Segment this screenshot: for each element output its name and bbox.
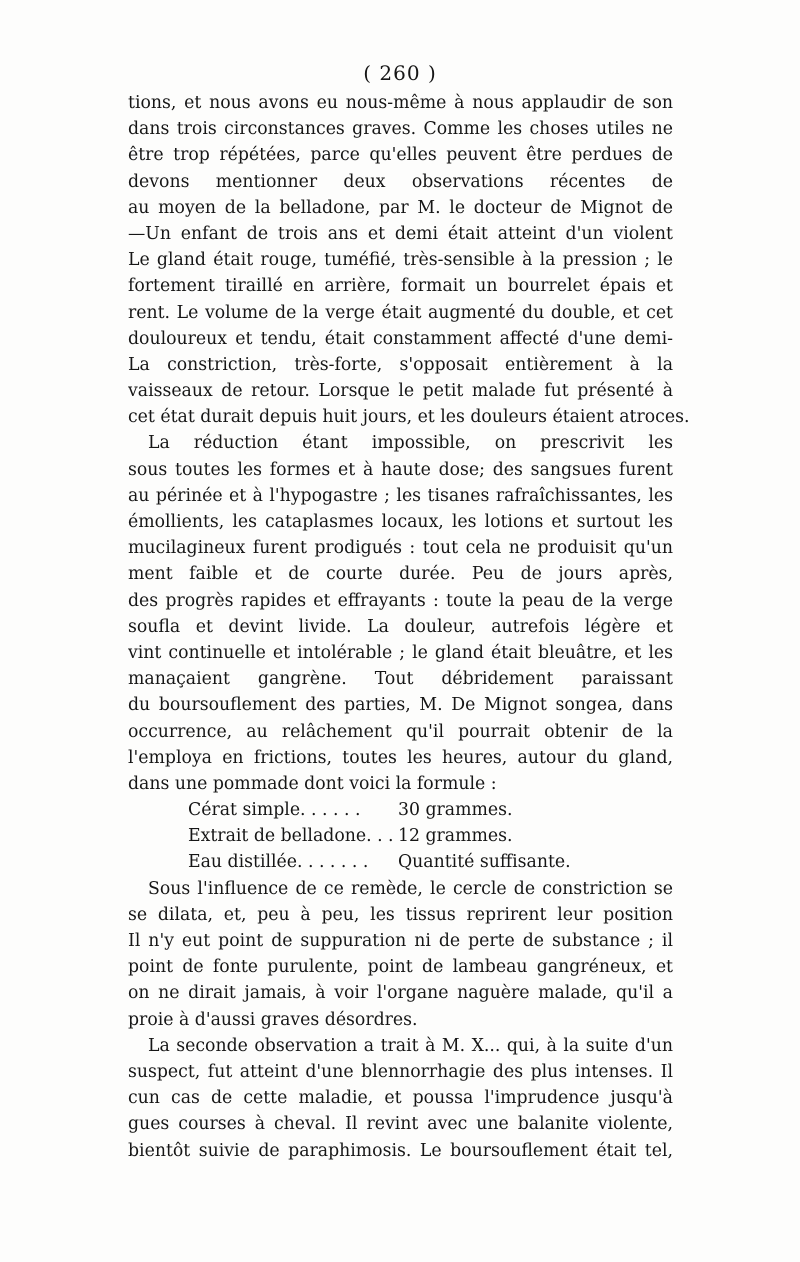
text-line: bientôt suivie de paraphimosis. Le boursouflement était tel,: [128, 1140, 673, 1161]
text-line: émollients, les cataplasmes locaux, les lotions et surtout les: [128, 512, 673, 532]
text-line: cun cas de cette maladie, et poussa l'imprudence jusqu'à: [128, 1088, 673, 1109]
text-line: mucilagineux furent prodigués : tout cela ne produisit qu'un: [128, 538, 673, 559]
formula-row: Cérat simple. . . . . . 30 grammes.: [128, 797, 673, 823]
text-line: fortement tiraillé en arrière, formait un bourrelet épais et: [128, 276, 673, 297]
text-line: Sous l'influence de ce remède, le cercle de constriction se: [148, 878, 673, 899]
text-line: du boursouflement des parties, M. De Mignot songea, dans: [128, 695, 673, 716]
text-line: être trop répétées, parce qu'elles peuvent être perdues de: [128, 145, 673, 166]
text-line: dans une pommade dont voici la formule :: [128, 773, 497, 794]
text-line: vint continuelle et intolérable ; le gland était bleuâtre, et les: [128, 642, 673, 663]
text-line: Le gland était rouge, tuméfié, très-sensible à la pression ; le: [128, 250, 673, 271]
text-line: soufla et devint livide. La douleur, autrefois légère et: [128, 616, 673, 637]
text-line: occurrence, au relâchement qu'il pourrait obtenir de la: [128, 721, 673, 742]
text-line: au moyen de la belladone, par M. le docteur de Mignot de: [128, 197, 673, 218]
text-line: gues courses à cheval. Il revint avec une balanite violente,: [128, 1114, 673, 1135]
text-line: se dilata, et, peu à peu, les tissus reprirent leur position: [128, 904, 673, 925]
text-line: La réduction étant impossible, on prescrivit les: [148, 433, 673, 454]
text-line: dans trois circonstances graves. Comme les choses utiles ne: [128, 119, 673, 140]
text-line: —Un enfant de trois ans et demi était atteint d'un violent: [128, 223, 673, 244]
formula-amount: Quantité suffisante.: [398, 852, 571, 873]
text-line: douloureux et tendu, était constamment affecté d'une demi-: [128, 328, 673, 349]
page-number: ( 260 ): [363, 61, 437, 85]
text-line: l'employa en frictions, toutes les heures, autour du gland,: [128, 747, 673, 768]
text-line: rent. Le volume de la verge était augmenté du double, et cet: [128, 302, 673, 323]
text-line: point de fonte purulente, point de lambeau gangréneux, et: [128, 957, 673, 978]
text-line: au périnée et à l'hypogastre ; les tisanes rafraîchissantes, les: [128, 485, 673, 506]
formula-row: Extrait de belladone. . . 12 grammes.: [128, 823, 673, 849]
formula-amount: 30 grammes.: [398, 800, 513, 821]
text-line: suspect, fut atteint d'une blennorrhagie des plus intenses. Il: [128, 1061, 673, 1082]
text-line: des progrès rapides et effrayants : toute la peau de la verge: [128, 590, 673, 611]
text-line: on ne dirait jamais, à voir l'organe naguère malade, qu'il a: [128, 983, 673, 1004]
formula-row: Eau distillée. . . . . . . Quantité suffisante.: [128, 849, 673, 875]
text-line: tions, et nous avons eu nous-même à nous applaudir de son: [128, 93, 673, 113]
text-line: Il n'y eut point de suppuration ni de perte de substance ; il: [128, 931, 673, 951]
body-text: [128, 90, 690, 1164]
formula-amount: 12 grammes.: [398, 826, 513, 847]
text-line: vaisseaux de retour. Lorsque le petit malade fut présenté à: [128, 381, 673, 402]
text-line: manaçaient gangrène. Tout débridement paraissant: [128, 669, 673, 690]
text-line: proie à d'aussi graves désordres.: [128, 1009, 418, 1030]
text-line: sous toutes les formes et à haute dose; des sangsues furent: [128, 459, 673, 480]
text-line: devons mentionner deux observations récentes de: [128, 171, 673, 192]
text-line: ment faible et de courte durée. Peu de jours après,: [128, 564, 673, 585]
text-line: La seconde observation a trait à M. X... qui, à la suite d'un: [148, 1035, 673, 1056]
text-line: cet état durait depuis huit jours, et les douleurs étaient atroces.: [128, 407, 690, 428]
text-line: La constriction, très-forte, s'opposait entièrement à la: [128, 354, 673, 375]
